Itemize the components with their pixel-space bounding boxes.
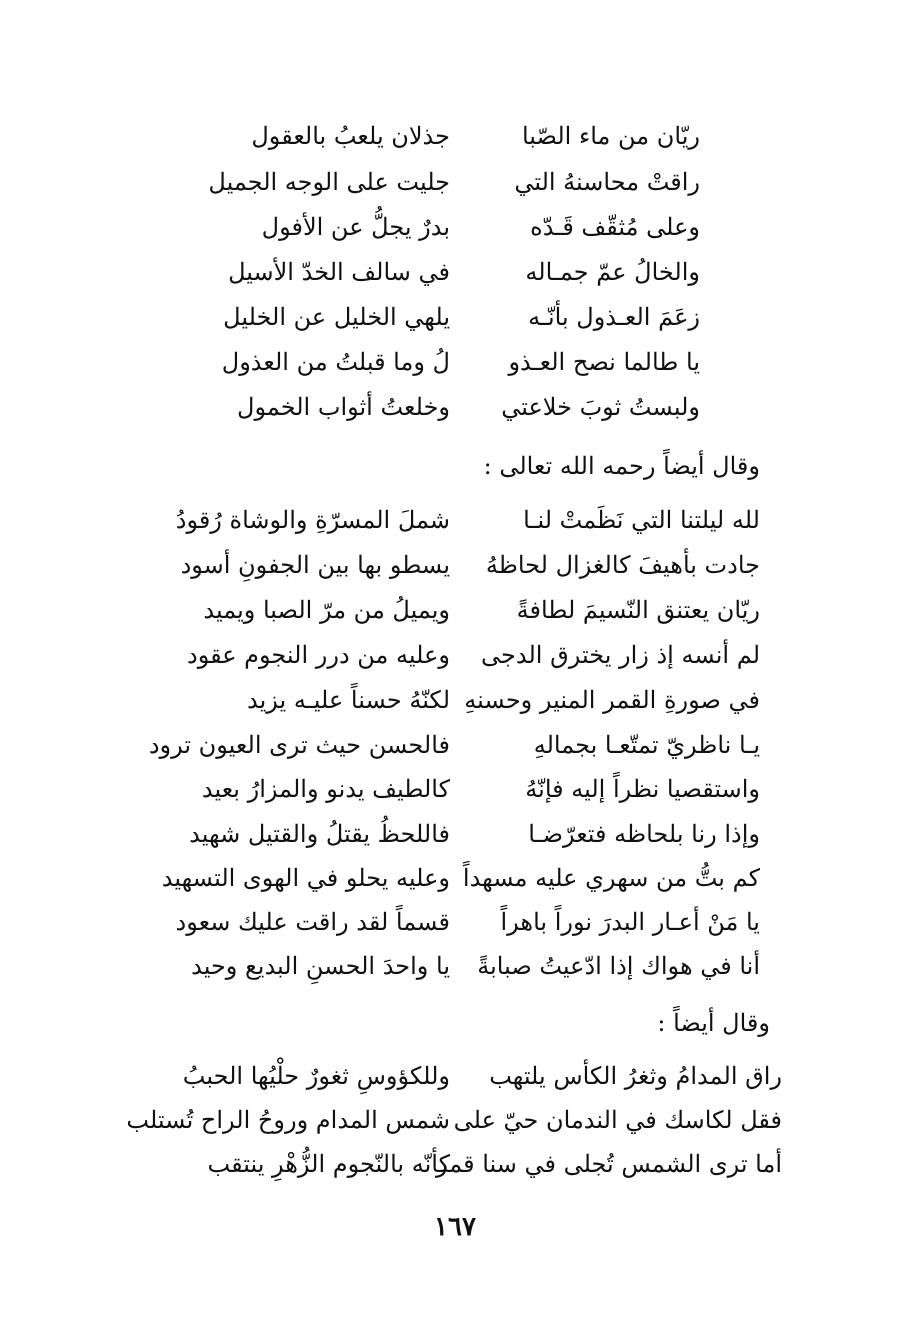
verse-right-hemistich: يا مَنْ أعـار البدرَ نوراً باهراً — [500, 908, 760, 936]
section-heading: وقال أيضاً رحمه الله تعالى : — [483, 452, 760, 480]
verse-right-hemistich: راقتْ محاسنهُ التي — [514, 168, 700, 196]
verse-right-hemistich: يا طالما نصح العـذو — [508, 348, 700, 376]
verse-left-hemistich: فالحسن حيث ترى العيون ترود — [148, 731, 450, 759]
verse-right-hemistich: يـا ناظريّ تمتّعـا بجمالهِ — [533, 731, 760, 759]
verse-left-hemistich: يلهي الخليل عن الخليل — [223, 303, 450, 331]
verse-left-hemistich: لُ وما قبلتُ من العذول — [221, 348, 450, 376]
verse-right-hemistich: واستقصيا نظراً إليه فإنّهُ — [525, 775, 760, 803]
verse-left-hemistich: شملَ المسرّةِ والوشاة رُقودُ — [175, 506, 450, 534]
verse-right-hemistich: أما ترى الشمس تُجلى في سنا قمر — [435, 1150, 782, 1178]
verse-left-hemistich: يسطو بها بين الجفونِ أسود — [180, 551, 450, 579]
verse-right-hemistich: ولبستُ ثوبَ خلاعتي — [501, 393, 700, 421]
section-heading: وقال أيضاً : — [657, 1009, 770, 1037]
page-number: ١٦٧ — [434, 1212, 476, 1242]
verse-right-hemistich: وعلى مُثقّف قَـدّه — [530, 213, 700, 241]
verse-left-hemistich: كالطيف يدنو والمزارُ بعيد — [201, 775, 450, 803]
verse-left-hemistich: فاللحظُ يقتلُ والقتيل شهيد — [189, 820, 450, 848]
verse-left-hemistich: قسماً لقد راقت عليك سعود — [175, 908, 450, 936]
verse-right-hemistich: فقل لكاسك في الندمان حيّ على — [453, 1106, 782, 1134]
verse-left-hemistich: وعليه يحلو في الهوى التسهيد — [161, 864, 450, 892]
verse-right-hemistich: راق المدامُ وثغرُ الكأس يلتهب — [489, 1062, 782, 1090]
verse-right-hemistich: زعَمَ العـذول بأنّـه — [528, 303, 700, 331]
verse-right-hemistich: جادت بأهيفَ كالغزال لحاظهُ — [485, 551, 760, 579]
verse-left-hemistich: جليت على الوجه الجميل — [208, 168, 450, 196]
verse-right-hemistich: أنا في هواك إذا ادّعيتُ صبابةً — [477, 952, 760, 980]
verse-right-hemistich: ريّان يعتنق النّسيمَ لطافةً — [516, 596, 760, 624]
verse-left-hemistich: وخلعتُ أثواب الخمول — [237, 393, 450, 421]
verse-left-hemistich: يا واحدَ الحسنِ البديع وحيد — [191, 952, 450, 980]
verse-right-hemistich: لم أنسه إذ زار يخترق الدجى — [481, 641, 760, 669]
verse-left-hemistich: وعليه من درر النجوم عقود — [187, 641, 450, 669]
verse-left-hemistich: كأنّه بالنّجوم الزُّهْرِ ينتقب — [207, 1150, 450, 1178]
verse-right-hemistich: وإذا رنا بلحاظه فتعرّضـا — [528, 820, 760, 848]
verse-left-hemistich: شمس المدام وروحُ الراح تُستلب — [126, 1106, 450, 1134]
verse-left-hemistich: وللكؤوسِ ثغورٌ حلْيُها الحببُ — [182, 1062, 450, 1090]
verse-left-hemistich: بدرٌ يجلُّ عن الأفول — [261, 213, 450, 241]
verse-left-hemistich: جذلان يلعبُ بالعقول — [251, 122, 450, 150]
verse-right-hemistich: في صورةِ القمر المنير وحسنهِ — [464, 686, 760, 714]
verse-right-hemistich: كم بتُّ من سهري عليه مسهداً — [462, 864, 760, 892]
verse-right-hemistich: والخالُ عمّ جمـاله — [525, 258, 700, 286]
verse-left-hemistich: في سالف الخدّ الأسيل — [228, 258, 450, 286]
verse-left-hemistich: ويميلُ من مرّ الصبا ويميد — [203, 596, 450, 624]
verse-left-hemistich: لكنّهُ حسناً عليـه يزيد — [247, 686, 450, 714]
verse-right-hemistich: ريّان من ماء الصّبا — [521, 122, 700, 150]
verse-right-hemistich: لله ليلتنا التي نَظَمتْ لنـا — [523, 506, 760, 534]
